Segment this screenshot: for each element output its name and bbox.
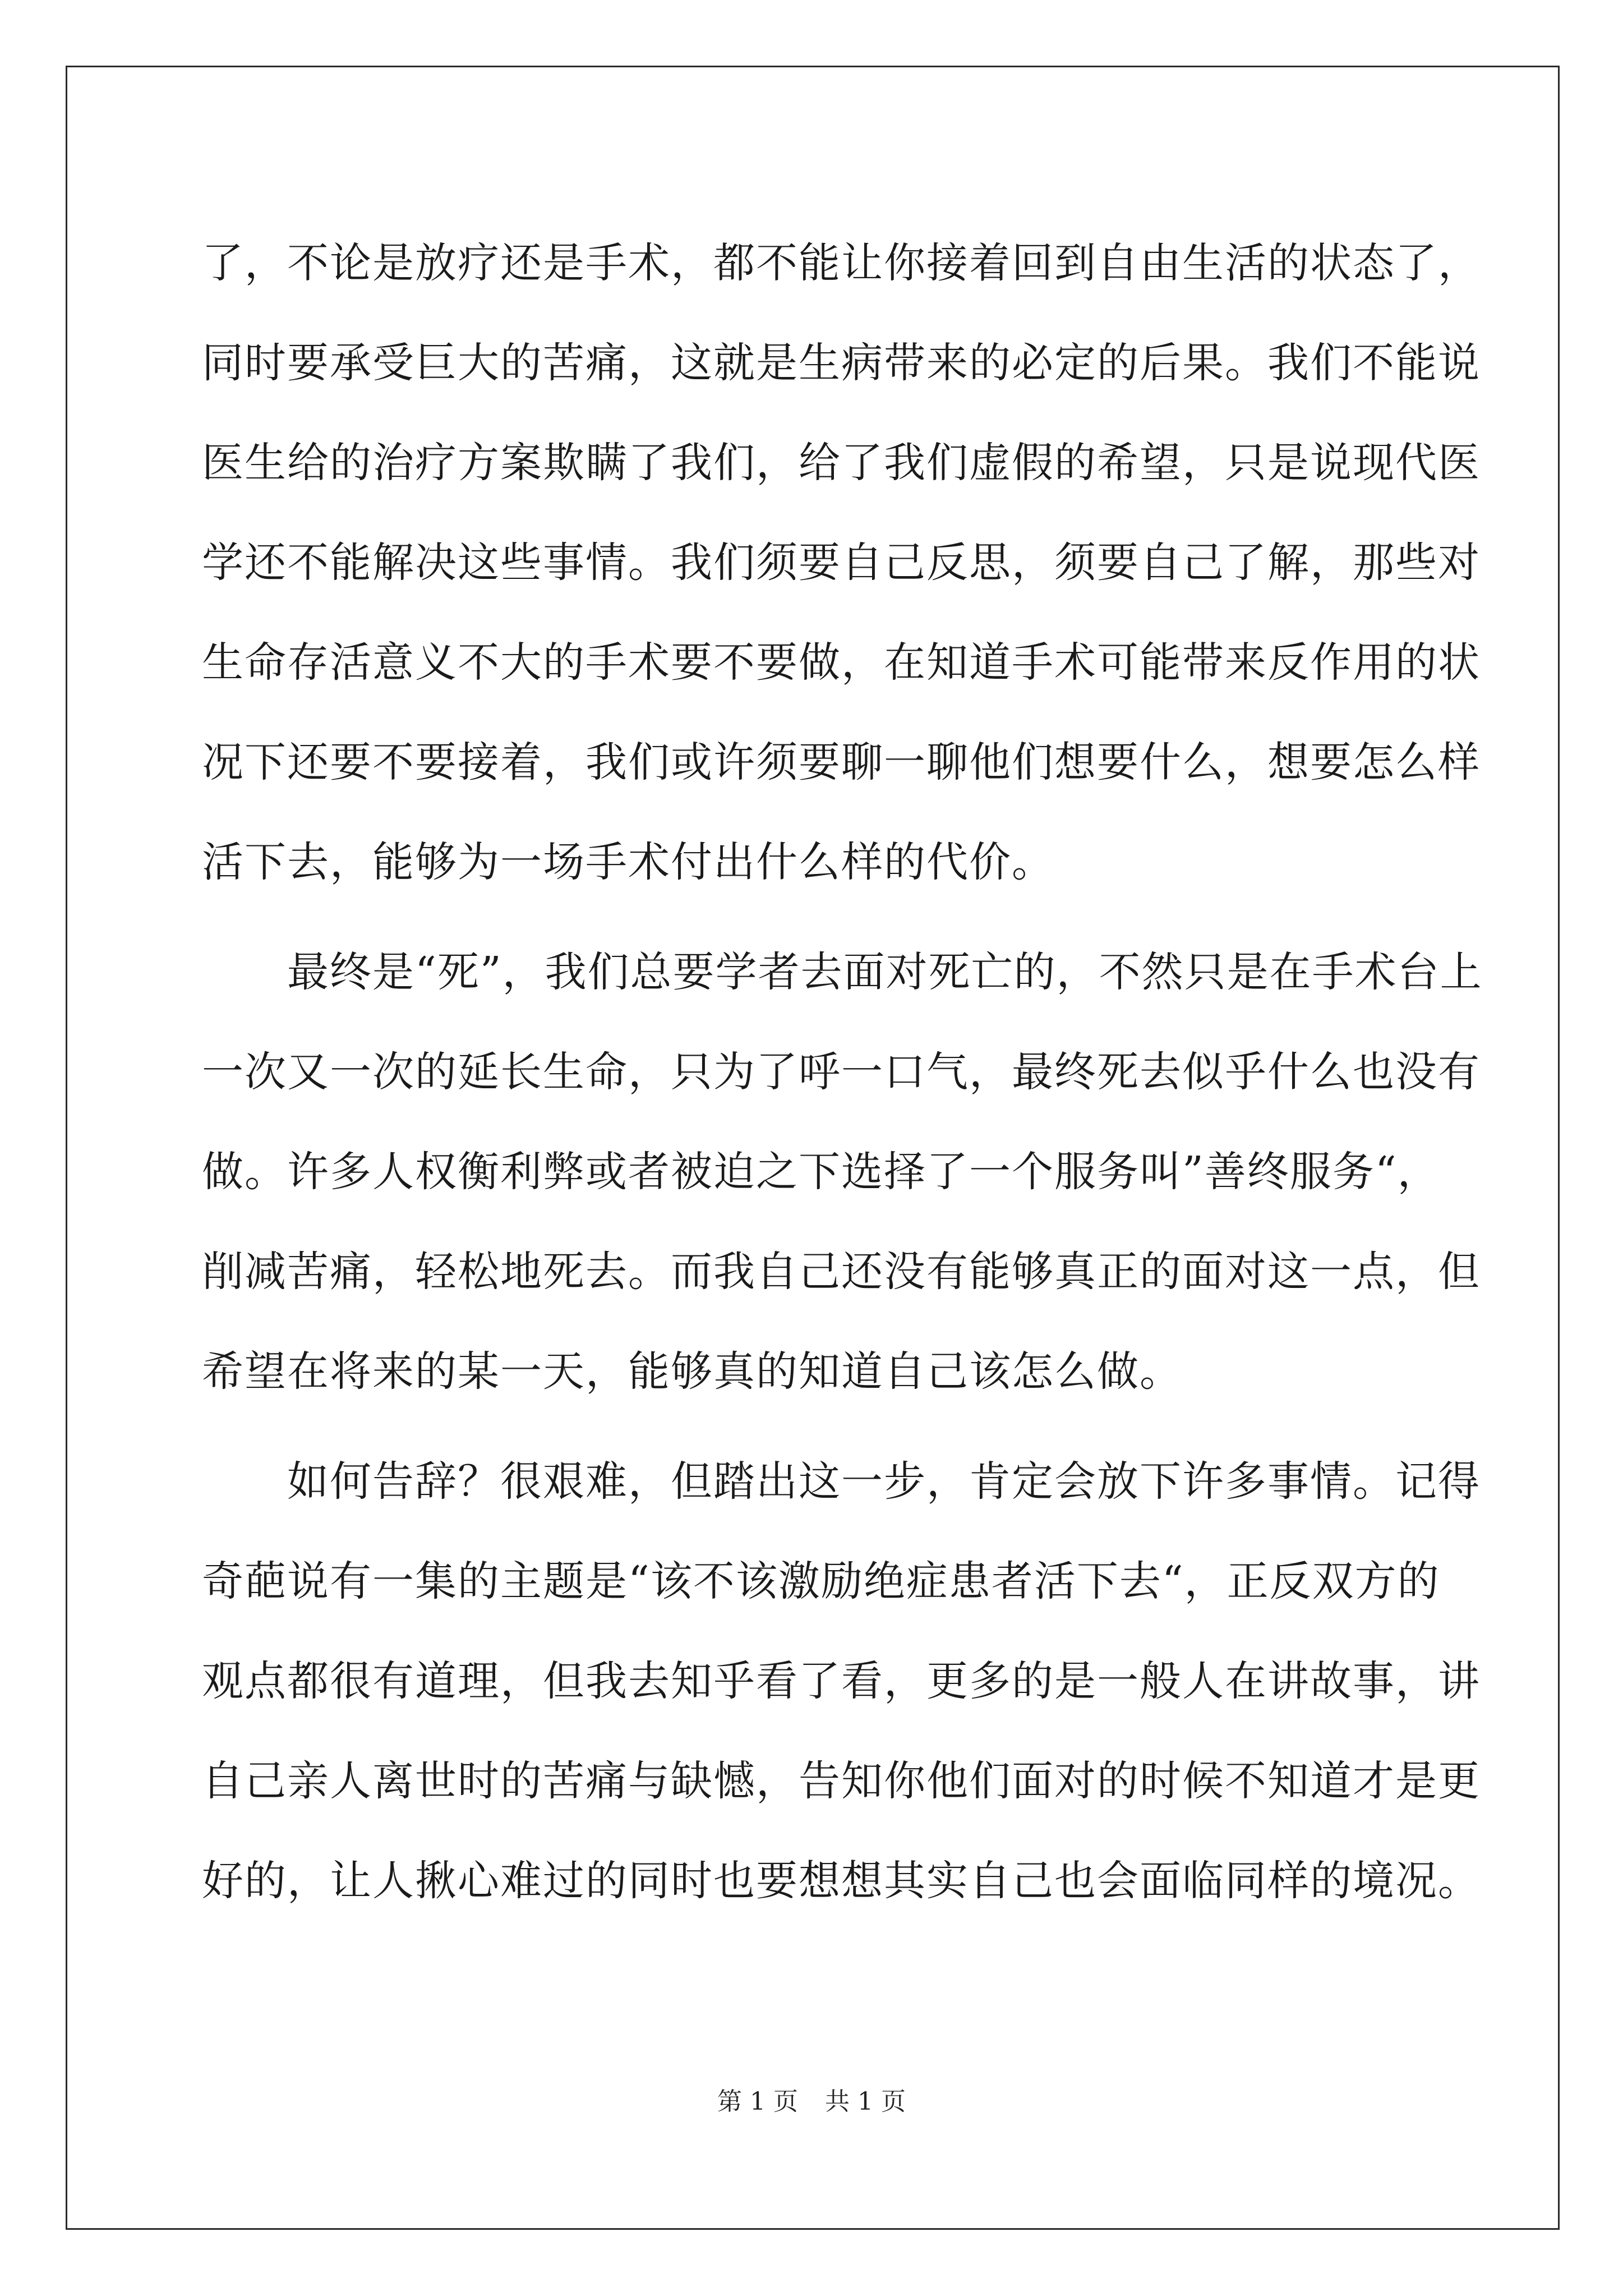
paragraph xyxy=(202,213,1481,912)
text-line: 自己亲人离世时的苦痛与缺憾，告知你他们面对的时候不知道才是更 xyxy=(202,1757,1481,1805)
text-line: 一次又一次的延长生命，只为了呼一口气，最终死去似乎什么也没有 xyxy=(202,1048,1481,1096)
text-line: 了，不论是放疗还是手术，都不能让你接着回到自由生活的状态了， xyxy=(202,239,1481,287)
text-line: 削减苦痛，轻松地死去。而我自己还没有能够真正的面对这一点，但 xyxy=(202,1248,1481,1296)
text-line: 况下还要不要接着，我们或许须要聊一聊他们想要什么，想要怎么样 xyxy=(202,738,1481,786)
text-line: 活下去，能够为一场手术付出什么样的代价。 xyxy=(202,838,1054,886)
page-number: 第 1 页 xyxy=(717,2087,798,2116)
text-line: 观点都很有道理，但我去知乎看了看，更多的是一般人在讲故事，讲 xyxy=(202,1657,1481,1705)
document-body xyxy=(202,213,1483,1941)
text-line: 奇葩说有一集的主题是“该不该激励绝症患者活下去“，正反双方的 xyxy=(202,1557,1440,1605)
text-line: 希望在将来的某一天，能够真的知道自己该怎么做。 xyxy=(202,1347,1182,1396)
total-pages: 共 1 页 xyxy=(825,2087,906,2116)
paragraph xyxy=(202,922,1483,1421)
text-line: 做。许多人权衡利弊或者被迫之下选择了一个服务叫”善终服务“， xyxy=(202,1148,1440,1196)
text-line: 医生给的治疗方案欺瞒了我们，给了我们虚假的希望，只是说现代医 xyxy=(202,439,1481,487)
text-line: 生命存活意义不大的手术要不要做，在知道手术可能带来反作用的状 xyxy=(202,638,1481,687)
text-line: 同时要承受巨大的苦痛，这就是生病带来的必定的后果。我们不能说 xyxy=(202,339,1481,387)
text-line: 学还不能解决这些事情。我们须要自己反思，须要自己了解，那些对 xyxy=(202,539,1481,587)
paragraph xyxy=(202,1432,1481,1931)
text-line: 最终是“死”，我们总要学者去面对死亡的，不然只是在手术台上 xyxy=(287,948,1483,996)
text-line: 好的，让人揪心难过的同时也要想想其实自己也会面临同样的境况。 xyxy=(202,1857,1481,1905)
page-footer xyxy=(0,2081,1623,2117)
text-line: 如何告辞？很艰难，但踏出这一步，肯定会放下许多事情。记得 xyxy=(287,1457,1481,1506)
